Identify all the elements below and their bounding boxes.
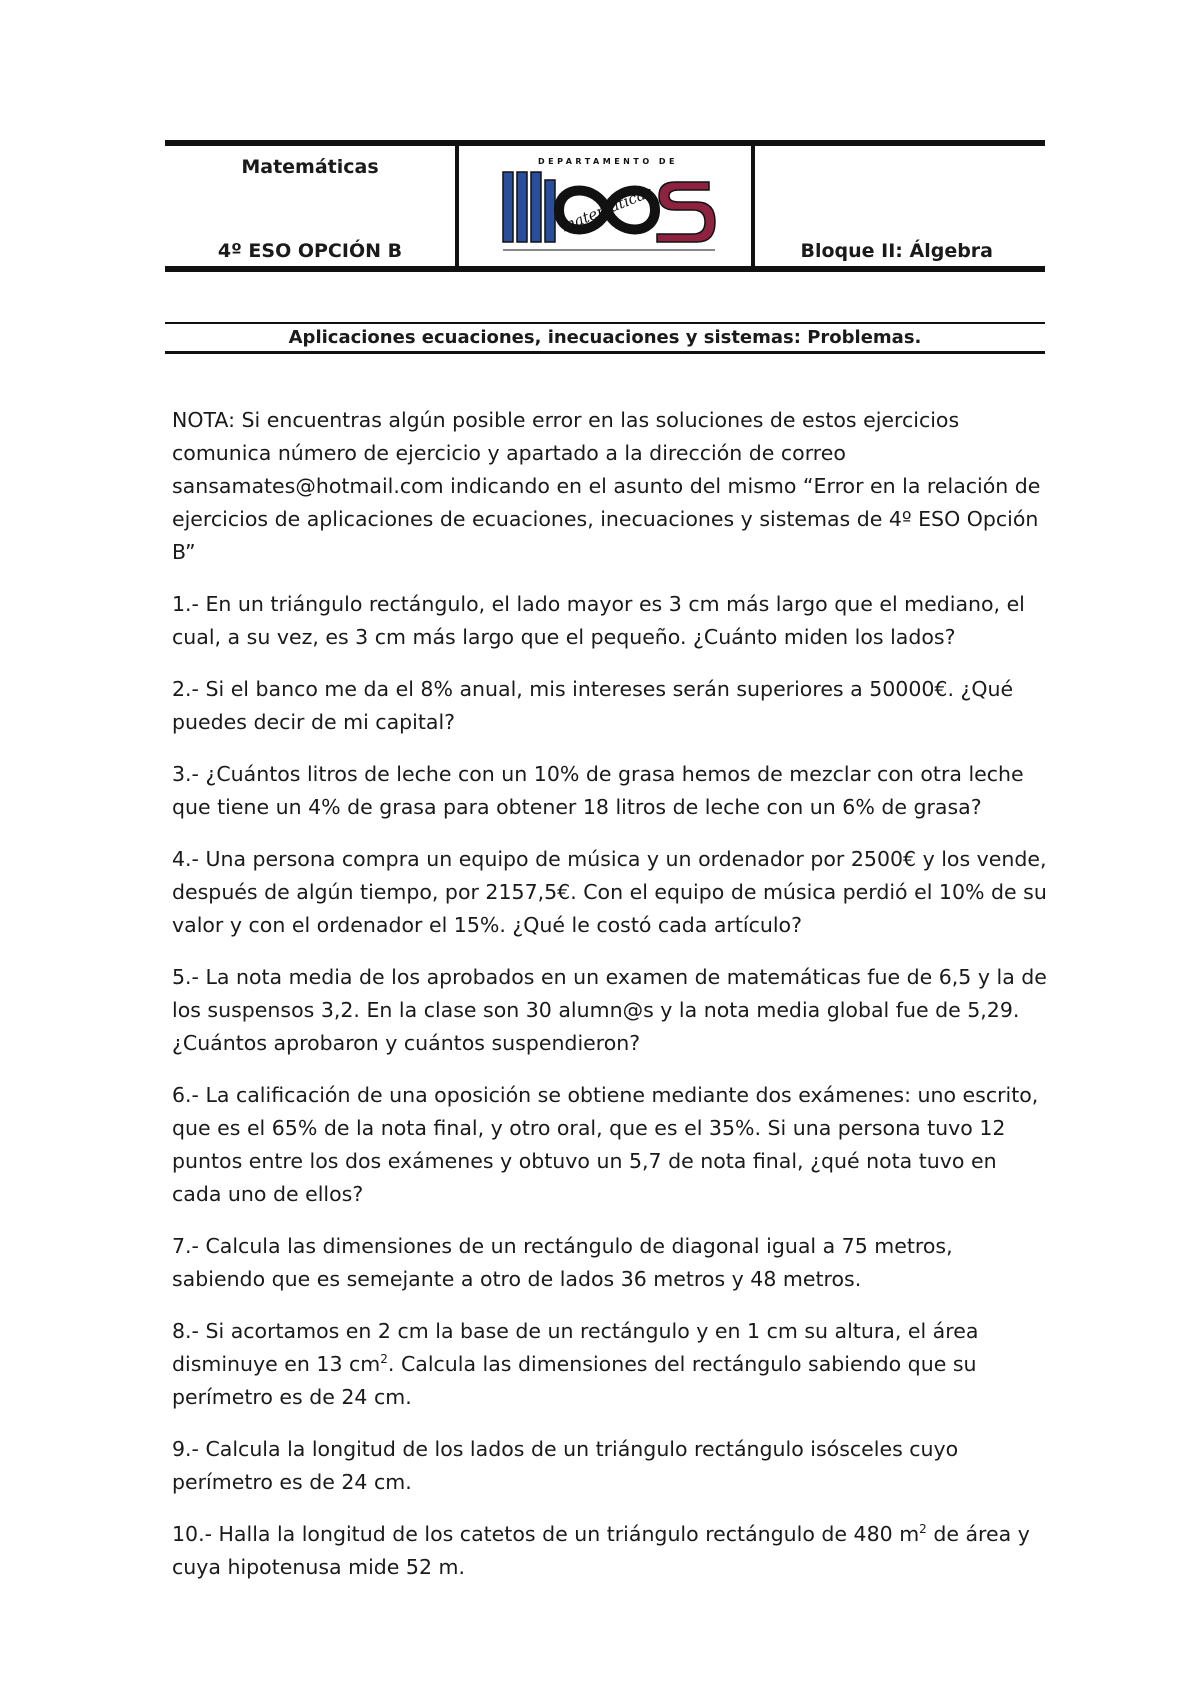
- problem-4: 4.- Una persona compra un equipo de música y un ordenador por 2500€ y los vende, después de algún tiempo, por 2157,5€. Con el equipo de música perdió el 10% de su valor y con el ordenador el 15%. ¿Qué le costó cada artículo?: [172, 847, 1047, 937]
- problem-10-text: 10.- Halla la longitud de los catetos de un triángulo rectángulo de 480 m: [172, 1522, 920, 1546]
- logo-script-text: matemáticas: [558, 182, 656, 236]
- course-label: 4º ESO OPCIÓN B: [217, 240, 403, 262]
- problem-10-text-rest: de área y cuya hipotenusa mide 52 m.: [172, 1522, 1030, 1579]
- worksheet-content: [172, 404, 1047, 1603]
- header-table: [165, 140, 1045, 272]
- logo-top-text: DEPARTAMENTO DE: [537, 157, 679, 166]
- problem-8-text: 8.- Si acortamos en 2 cm la base de un rectángulo y en 1 cm su altura, el área disminuye en 13 cm: [172, 1319, 979, 1376]
- problem-9: 9.- Calcula la longitud de los lados de un triángulo rectángulo isósceles cuyo perímetro es de 24 cm.: [172, 1437, 959, 1494]
- department-logo: [497, 154, 719, 258]
- problem-8: [172, 1315, 1047, 1414]
- problem-1: 1.- En un triángulo rectángulo, el lado mayor es 3 cm más largo que el mediano, el cual, a su vez, es 3 cm más largo que el pequeño. ¿Cuánto miden los lados?: [172, 592, 1025, 649]
- problem-2: 2.- Si el banco me da el 8% anual, mis intereses serán superiores a 50000€. ¿Qué puedes decir de mi capital?: [172, 677, 1014, 734]
- problem-8-text-rest: . Calcula las dimensiones del rectángulo sabiendo que su perímetro es de 24 cm.: [172, 1352, 977, 1409]
- problem-10: [172, 1518, 1047, 1584]
- header-logo-cell: [459, 146, 755, 266]
- block-label: Bloque II: Álgebra: [800, 240, 993, 262]
- problem-8-exponent: 2: [380, 1352, 388, 1366]
- problem-5: 5.- La nota media de los aprobados en un examen de matemáticas fue de 6,5 y la de los suspensos 3,2. En la clase son 30 alumn@s y la nota media global fue de 5,29. ¿Cuántos aprobaron y cuántos suspendieron?: [172, 965, 1047, 1055]
- problem-7: 7.- Calcula las dimensiones de un rectángulo de diagonal igual a 75 metros, sabiendo que es semejante a otro de lados 36 metros y 48 metros.: [172, 1234, 953, 1291]
- subject-label: Matemáticas: [241, 156, 379, 178]
- worksheet-title: Aplicaciones ecuaciones, inecuaciones y sistemas: Problemas.: [165, 322, 1045, 354]
- problem-3: 3.- ¿Cuántos litros de leche con un 10% de grasa hemos de mezclar con otra leche que tiene un 4% de grasa para obtener 18 litros de leche con un 6% de grasa?: [172, 762, 1024, 819]
- note-paragraph: NOTA: Si encuentras algún posible error en las soluciones de estos ejercicios comunica número de ejercicio y apartado a la dirección de correo sansamates@hotmail.com indicando en el asunto del mismo “Error en la relación de ejercicios de aplicaciones de ecuaciones, inecuaciones y sistemas de 4º ESO Opción B”: [172, 408, 1041, 564]
- header-left-cell: [165, 146, 459, 266]
- problem-6: 6.- La calificación de una oposición se obtiene mediante dos exámenes: uno escrito, que es el 65% de la nota final, y otro oral, que es el 35%. Si una persona tuvo 12 puntos entre los dos exámenes y obtuvo un 5,7 de nota final, ¿qué nota tuvo en cada uno de ellos?: [172, 1083, 1039, 1206]
- header-right-cell: [755, 146, 1045, 266]
- problem-10-exponent: 2: [919, 1522, 927, 1536]
